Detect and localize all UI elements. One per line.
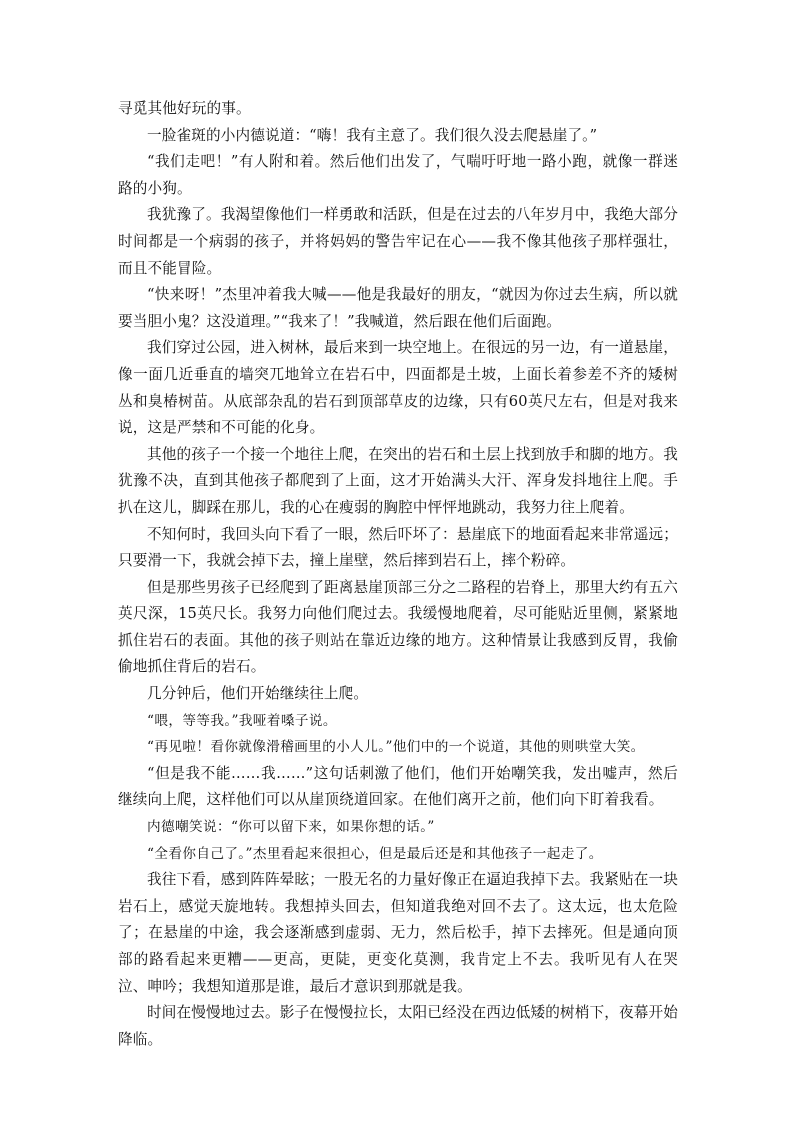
document-page [118, 96, 678, 1053]
paragraph: 我们穿过公园，进入树林，最后来到一块空地上。在很远的另一边，有一道悬崖，像一面几近垂直的墙突兀地耸立在岩石中，四面都是土坡，上面长着参差不齐的矮树丛和臭椿树苗。从底部杂乱的岩石到顶部草皮的边缘，只有60英尺左右，但是对我来说，这是严禁和不可能的化身。 [118, 339, 678, 437]
paragraph: “我们走吧！”有人附和着。然后他们出发了，气喘吁吁地一路小跑，就像一群迷路的小狗。 [118, 153, 678, 197]
paragraph: 不知何时，我回头向下看了一眼，然后吓坏了：悬崖底下的地面看起来非常遥远；只要滑一下，我就会掉下去，撞上崖壁，然后摔到岩石上，摔个粉碎。 [118, 525, 678, 570]
paragraph: 我往下看，感到阵阵晕眩；一股无名的力量好像正在逼迫我掉下去。我紧贴在一块岩石上，感觉天旋地转。我想掉头回去，但知道我绝对回不去了。这太远，也太危险了；在悬崖的中途，我会逐渐感到虚弱、无力，然后松手，掉下去摔死。但是通向顶部的路看起来更糟——更高，更陡，更变化莫测，我肯定上不去。我听见有人在哭泣、呻吟；我想知道那是谁，最后才意识到那就是我。 [118, 871, 678, 995]
paragraph: 但是那些男孩子已经爬到了距离悬崖顶部三分之二路程的岩脊上，那里大约有五六英尺深，15英尺长。我努力向他们爬过去。我缓慢地爬着，尽可能贴近里侧，紧紧地抓住岩石的表面。其他的孩子则站在靠近边缘的地方。这种情景让我感到反胃，我偷偷地抓住背后的岩石。 [118, 578, 678, 676]
paragraph: “再见啦！看你就像滑稽画里的小人儿。”他们中的一个说道，其他的则哄堂大笑。 [147, 739, 645, 756]
paragraph: 内德嘲笑说：“你可以留下来，如果你想的话。” [147, 819, 435, 836]
paragraph: 其他的孩子一个接一个地往上爬，在突出的岩石和土层上找到放手和脚的地方。我犹豫不决，直到其他孩子都爬到了上面，这才开始满头大汗、浑身发抖地往上爬。手扒在这儿，脚踩在那儿，我的心在瘦弱的胸腔中怦怦地跳动，我努力往上爬着。 [118, 445, 678, 516]
paragraph: “但是我不能……我……”这句话刺激了他们，他们开始嘲笑我，发出嘘声，然后继续向上爬，这样他们可以从崖顶绕道回家。在他们离开之前，他们向下盯着我看。 [118, 764, 678, 809]
paragraph: 时间在慢慢地过去。影子在慢慢拉长，太阳已经没在西边低矮的树梢下，夜幕开始降临。 [118, 1004, 678, 1048]
paragraph: “喂，等等我。”我哑着嗓子说。 [147, 712, 337, 729]
paragraph: 几分钟后，他们开始继续往上爬。 [147, 685, 369, 703]
paragraph: 寻觅其他好玩的事。 [118, 100, 251, 117]
paragraph: 我犹豫了。我渴望像他们一样勇敢和活跃，但是在过去的八年岁月中，我绝大部分时间都是一个病弱的孩子，并将妈妈的警告牢记在心——我不像其他孩子那样强壮，而且不能冒险。 [118, 206, 678, 277]
paragraph: “全看你自己了。”杰里看起来很担心，但是最后还是和其他孩子一起走了。 [147, 845, 603, 862]
paragraph: “快来呀！”杰里冲着我大喊——他是我最好的朋友，“就因为你过去生病，所以就要当胆小鬼？这没道理。”“我来了！”我喊道，然后跟在他们后面跑。 [118, 286, 678, 330]
paragraph: 一脸雀斑的小内德说道：“嗨！我有主意了。我们很久没去爬悬崖了。” [147, 126, 598, 144]
